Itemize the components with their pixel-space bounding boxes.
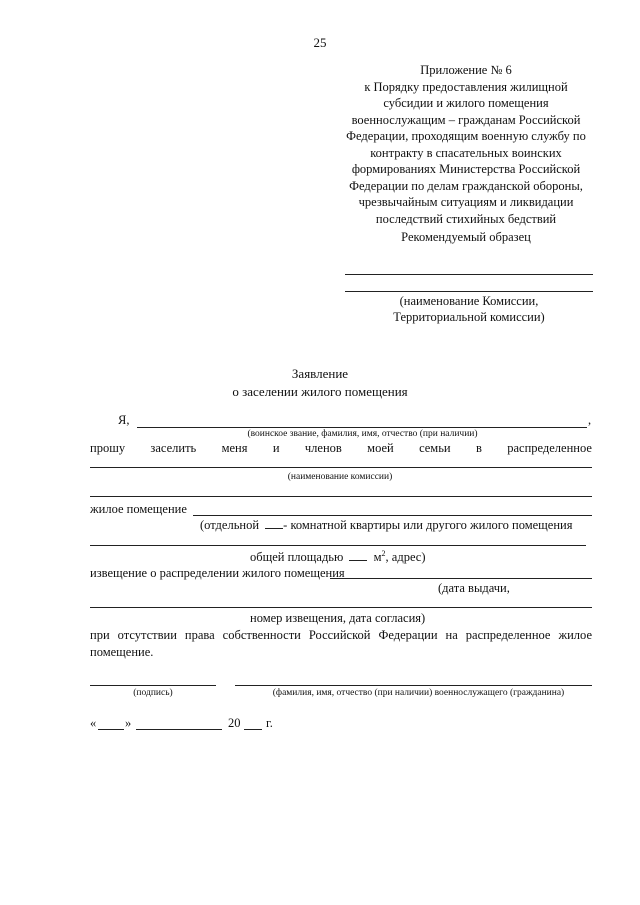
notice-label: извещение о распределении жилого помещения bbox=[90, 566, 345, 580]
ya-label: Я, bbox=[118, 413, 130, 427]
comma: , bbox=[588, 413, 592, 427]
commission-name-field-line[interactable] bbox=[90, 467, 592, 468]
request-line bbox=[90, 441, 592, 456]
year-suffix: г. bbox=[266, 716, 273, 730]
dwelling-caption-pre: (отдельной bbox=[200, 518, 260, 532]
date-day-field[interactable] bbox=[98, 729, 124, 730]
request-word: прошу bbox=[90, 441, 126, 455]
dwelling-caption-post: - комнатной квартиры или другого жилого помещения bbox=[283, 518, 573, 532]
date-close-quote: » bbox=[125, 716, 132, 730]
area-field[interactable] bbox=[349, 560, 367, 561]
area-unit: м bbox=[373, 550, 382, 565]
signature-caption: (подпись) bbox=[133, 688, 173, 698]
full-name-line[interactable] bbox=[235, 685, 592, 686]
appendix-line: формированиях Министерства Российской bbox=[351, 162, 581, 176]
dwelling-caption bbox=[200, 518, 572, 533]
commission-name-line-2[interactable] bbox=[345, 291, 593, 292]
commission-caption-line: (наименование Комиссии, bbox=[399, 294, 539, 308]
applicant-caption: (воинское звание, фамилия, имя, отчество (при наличии) bbox=[247, 429, 478, 439]
commission-name-line-1[interactable] bbox=[345, 274, 593, 275]
request-word: заселить bbox=[150, 441, 197, 455]
notice-number-caption: номер извещения, дата согласия) bbox=[250, 611, 426, 625]
area-label: общей площадью bbox=[250, 550, 344, 565]
appendix-line: Федерации, проходящим военную службу по bbox=[346, 129, 586, 143]
room-count-field[interactable] bbox=[265, 528, 283, 529]
appendix-line: Приложение № 6 bbox=[420, 63, 512, 77]
date-month-field[interactable] bbox=[136, 729, 222, 730]
area-caption bbox=[250, 549, 426, 565]
commission-caption-line: Территориальной комиссии) bbox=[393, 310, 545, 324]
blank-line-2[interactable] bbox=[90, 545, 586, 546]
dwelling-label: жилое помещение bbox=[90, 502, 187, 516]
request-word: и bbox=[272, 441, 280, 455]
signature-line[interactable] bbox=[90, 685, 216, 686]
appendix-header bbox=[330, 62, 602, 227]
request-word: в bbox=[475, 441, 482, 455]
appendix-line: Федерации по делам гражданской обороны, bbox=[349, 178, 583, 193]
appendix-line: последствий стихийных бедствий bbox=[375, 211, 557, 226]
notice-line[interactable] bbox=[330, 578, 592, 579]
commission-caption bbox=[345, 293, 593, 325]
full-name-caption: (фамилия, имя, отчество (при наличии) военнослужащего (гражданина) bbox=[272, 688, 565, 698]
appendix-line: чрезвычайным ситуациям и ликвидации bbox=[358, 195, 574, 209]
title-line: о заселении жилого помещения bbox=[232, 384, 408, 399]
request-word: членов bbox=[304, 441, 342, 455]
request-word: распределенное bbox=[507, 441, 592, 455]
applicant-line[interactable] bbox=[137, 427, 587, 428]
date-open-quote: « bbox=[90, 716, 97, 730]
date-year-field[interactable] bbox=[244, 729, 262, 730]
dwelling-line[interactable] bbox=[193, 515, 592, 516]
appendix-line: субсидии и жилого помещения bbox=[383, 96, 549, 110]
recommended-sample: Рекомендуемый образец bbox=[401, 230, 531, 244]
ownership-text: при отсутствии права собственности Российской Федерации на распределенное жилое помещение. bbox=[90, 628, 592, 659]
commission-name-caption: (наименование комиссии) bbox=[287, 472, 393, 482]
area-post: , адрес) bbox=[385, 550, 426, 565]
year-prefix: 20 bbox=[228, 716, 241, 730]
appendix-line: контракту в спасательных воинских bbox=[370, 145, 562, 160]
request-word: моей bbox=[367, 441, 394, 455]
appendix-line: к Порядку предоставления жилищной bbox=[364, 79, 568, 94]
blank-line-1[interactable] bbox=[90, 496, 592, 497]
notice-details-line[interactable] bbox=[90, 607, 592, 608]
page-number: 25 bbox=[313, 35, 327, 50]
document-title bbox=[0, 365, 640, 401]
request-word: меня bbox=[221, 441, 248, 455]
area-unit-sup: 2 bbox=[381, 549, 386, 558]
title-line: Заявление bbox=[291, 366, 349, 381]
issue-date-caption: (дата выдачи, bbox=[438, 581, 510, 595]
request-word: семьи bbox=[419, 441, 451, 455]
appendix-line: военнослужащим – гражданам Российской bbox=[351, 112, 581, 127]
